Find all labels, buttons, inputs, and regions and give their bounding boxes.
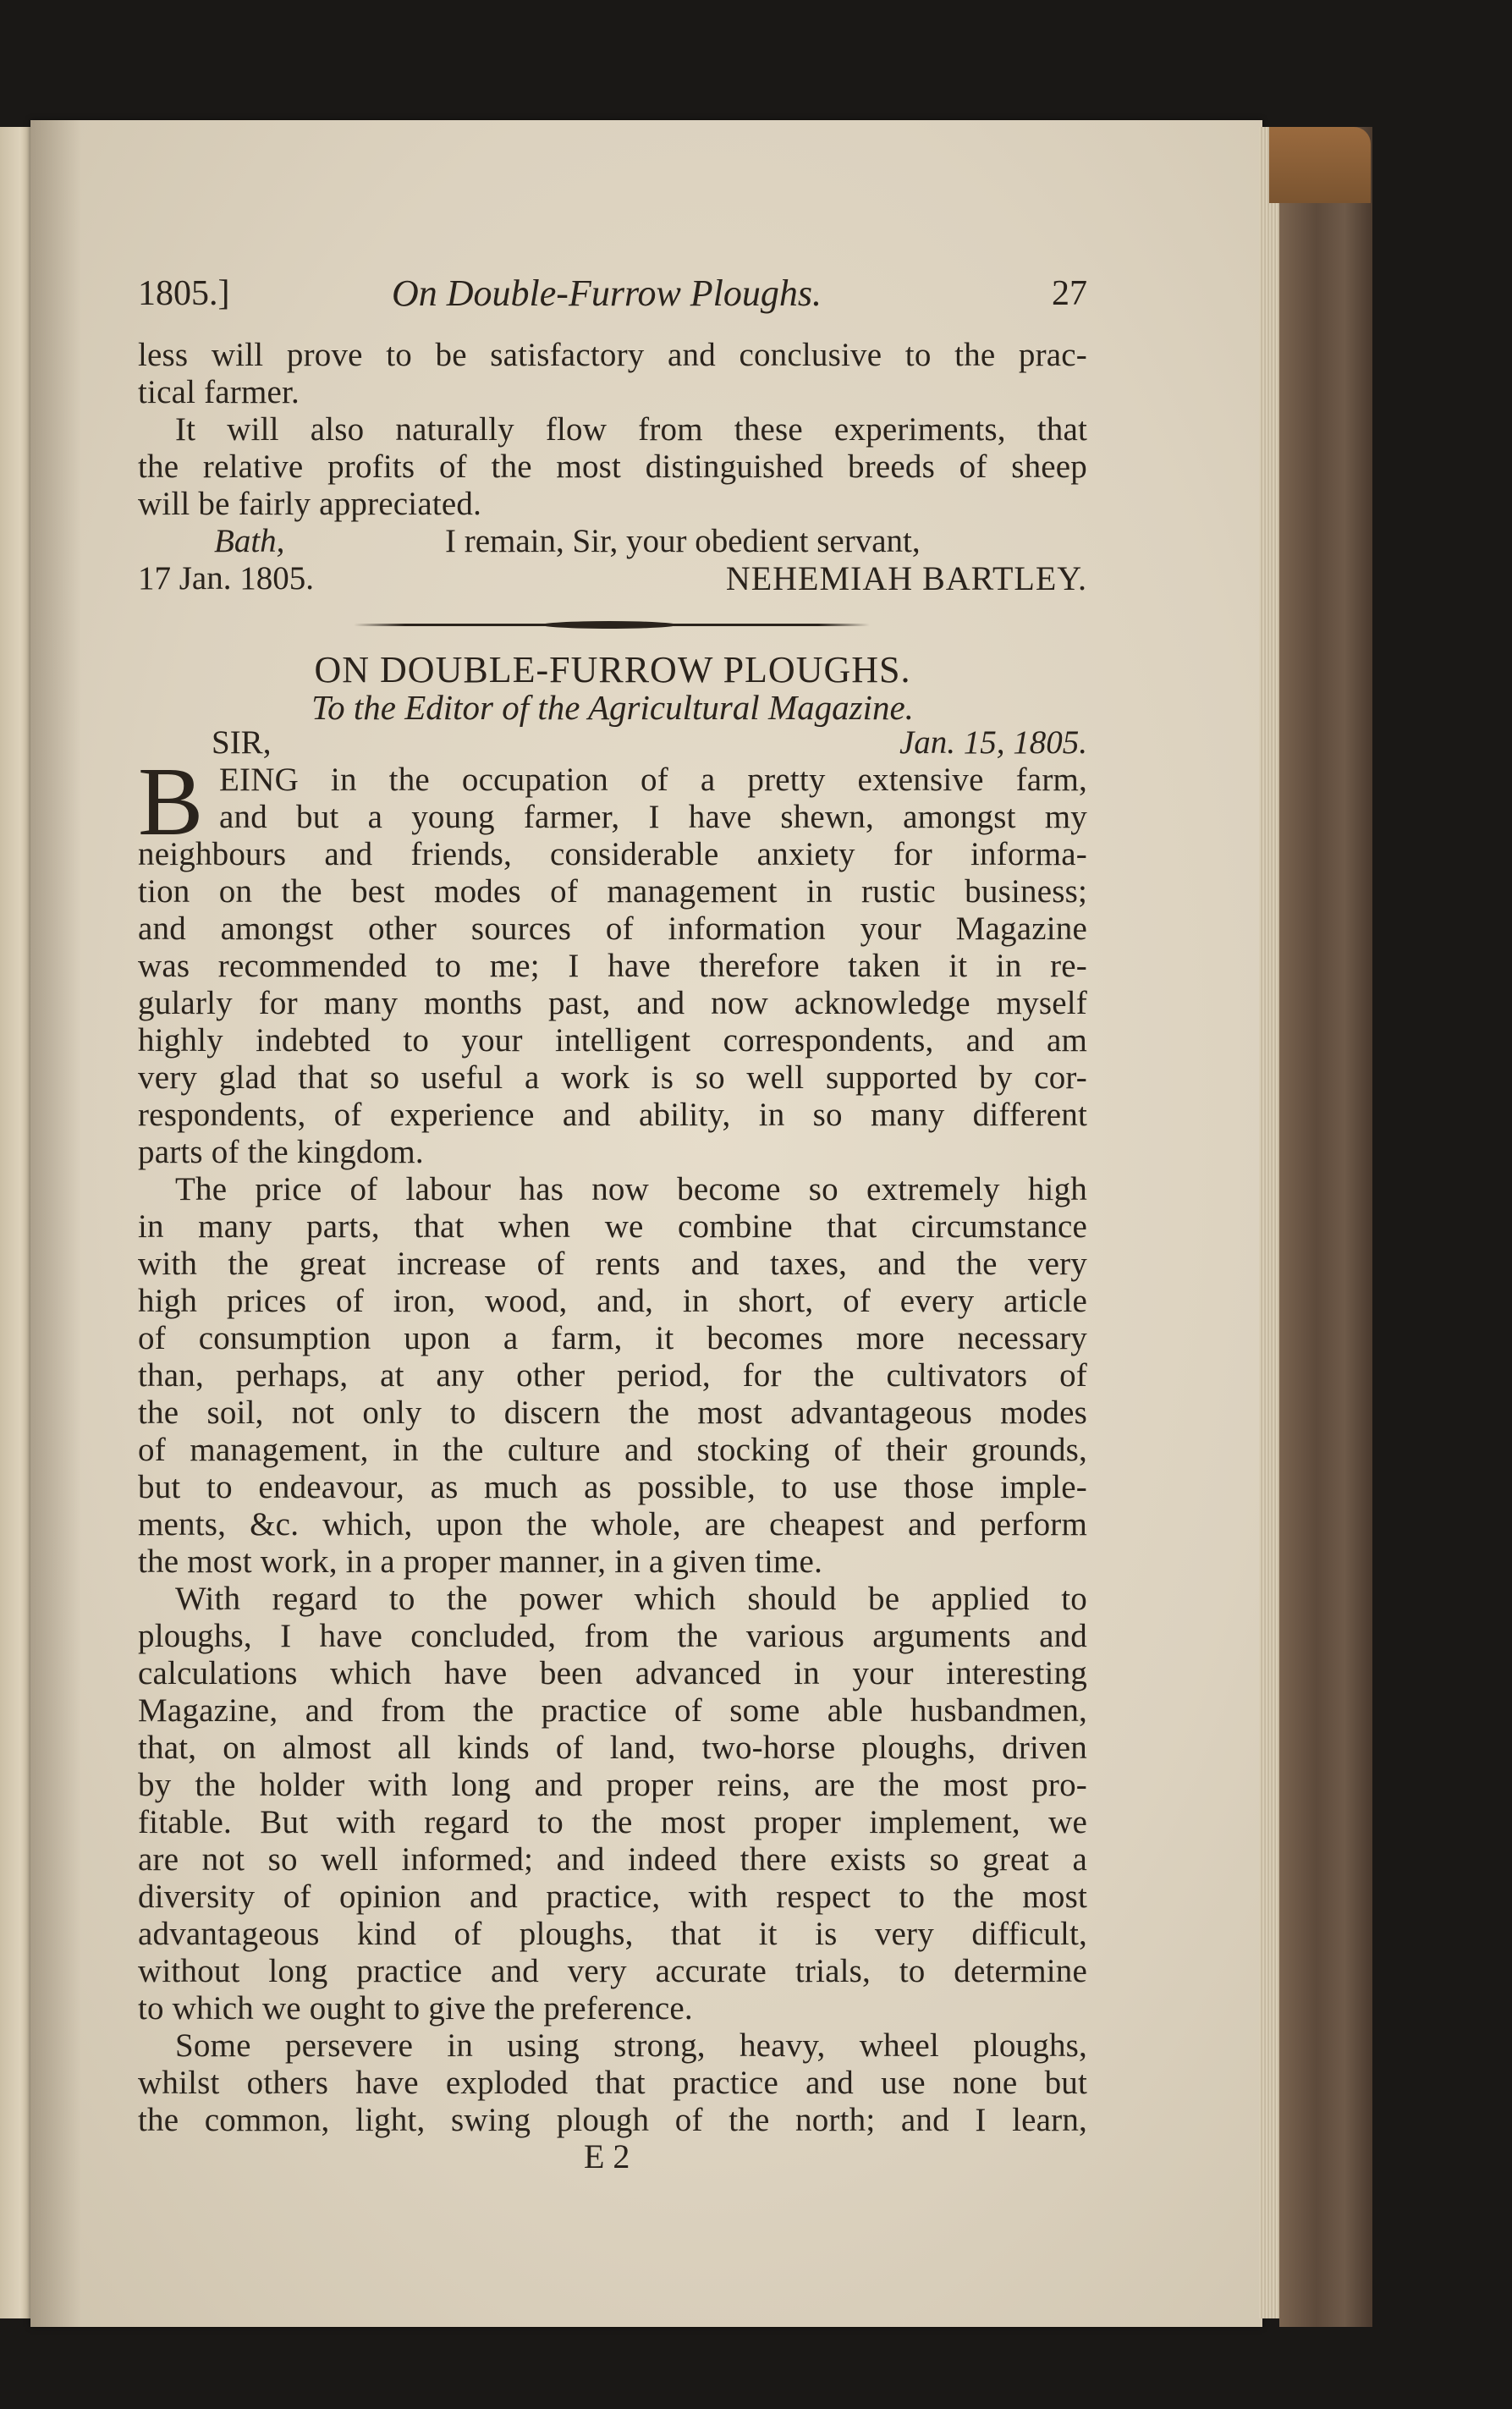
text-line: neighbours and friends, considerable anxiety for informa- [138, 836, 1087, 872]
header-year: 1805.] [138, 274, 230, 313]
text-line: of management, in the culture and stocking of their grounds, [138, 1432, 1087, 1468]
text-line: gularly for many months past, and now acknowledge myself [138, 985, 1087, 1021]
letter-date: 17 Jan. 1805. [138, 560, 314, 597]
text-line: was recommended to me; I have therefore taken it in re- [138, 948, 1087, 984]
article-date: Jan. 15, 1805. [899, 724, 1087, 761]
text-line: to which we ought to give the preference. [138, 1990, 693, 2027]
text-line: in many parts, that when we combine that circumstance [138, 1208, 1087, 1245]
text-line: parts of the kingdom. [138, 1134, 424, 1170]
text-line: the soil, not only to discern the most advantageous modes [138, 1394, 1087, 1431]
text-line: with the great increase of rents and taxes, and the very [138, 1246, 1087, 1282]
text-line: Magazine, and from the practice of some able husbandmen, [138, 1692, 1087, 1729]
text-line: high prices of iron, wood, and, in short, of every article [138, 1283, 1087, 1319]
text-line: will be fairly appreciated. [138, 486, 482, 522]
text-line: diversity of opinion and practice, with respect to the most [138, 1878, 1087, 1915]
text-line: less will prove to be satisfactory and conclusive to the prac- [138, 337, 1087, 373]
text-line: Some persevere in using strong, heavy, wheel ploughs, [175, 2027, 1087, 2064]
page-gutter-shadow [30, 120, 81, 2327]
page-number: 27 [1052, 274, 1087, 313]
text-line: by the holder with long and proper reins, are the most pro- [138, 1767, 1087, 1803]
text-line: respondents, of experience and ability, in so many different [138, 1097, 1087, 1133]
running-head-title: On Double-Furrow Ploughs. [392, 272, 822, 314]
text-line: without long practice and very accurate trials, to determine [138, 1953, 1087, 1989]
text-line: With regard to the power which should be applied to [175, 1581, 1087, 1617]
text-line: of consumption upon a farm, it becomes more necessary [138, 1320, 1087, 1356]
text-line: calculations which have been advanced in your interesting [138, 1655, 1087, 1691]
text-line: than, perhaps, at any other period, for the cultivators of [138, 1357, 1087, 1394]
article-title: ON DOUBLE-FURROW PLOUGHS. [314, 649, 911, 690]
text-line: very glad that so useful a work is so well supported by cor- [138, 1059, 1087, 1096]
drop-cap: B [138, 748, 204, 856]
book-cover-corner [1269, 127, 1371, 203]
text-line: are not so well informed; and indeed there exists so great a [138, 1841, 1087, 1878]
text-line: fitable. But with regard to the most proper implement, we [138, 1804, 1087, 1840]
text-line: tion on the best modes of management in rustic business; [138, 873, 1087, 910]
letter-signature: NEHEMIAH BARTLEY. [725, 559, 1087, 597]
letter-place: Bath, [214, 523, 285, 559]
text-line: and but a young farmer, I have shewn, amongst my [219, 799, 1087, 835]
section-divider-ornament [542, 621, 677, 629]
text-line: the most work, in a proper manner, in a given time. [138, 1543, 823, 1580]
left-page-edge [0, 127, 34, 2318]
letter-closing: I remain, Sir, your obedient servant, [445, 523, 921, 559]
text-line: The price of labour has now become so extremely high [175, 1171, 1087, 1207]
text-line: ploughs, I have concluded, from the various arguments and [138, 1618, 1087, 1654]
text-line: but to endeavour, as much as possible, to use those imple- [138, 1469, 1087, 1505]
text-line: advantageous kind of ploughs, that it is very difficult, [138, 1916, 1087, 1952]
text-line: tical farmer. [138, 374, 300, 410]
text-line: EING in the occupation of a pretty extensive farm, [219, 762, 1087, 798]
article-subtitle: To the Editor of the Agricultural Magazine. [311, 688, 914, 727]
text-line: the common, light, swing plough of the north; and I learn, [138, 2102, 1087, 2138]
text-line: It will also naturally flow from these experiments, that [175, 411, 1087, 448]
running-header [138, 272, 1087, 315]
text-line: that, on almost all kinds of land, two-horse ploughs, driven [138, 1730, 1087, 1766]
signature-mark: E 2 [584, 2137, 630, 2175]
text-line: and amongst other sources of information your Magazine [138, 910, 1087, 947]
text-line: highly indebted to your intelligent correspondents, and am [138, 1022, 1087, 1059]
book-cover-edge [1279, 127, 1372, 2327]
text-line: the relative profits of the most distinguished breeds of sheep [138, 448, 1087, 485]
salutation: SIR, [212, 724, 272, 761]
text-line: whilst others have exploded that practice and use none but [138, 2065, 1087, 2101]
text-line: ments, &c. which, upon the whole, are cheapest and perform [138, 1506, 1087, 1543]
